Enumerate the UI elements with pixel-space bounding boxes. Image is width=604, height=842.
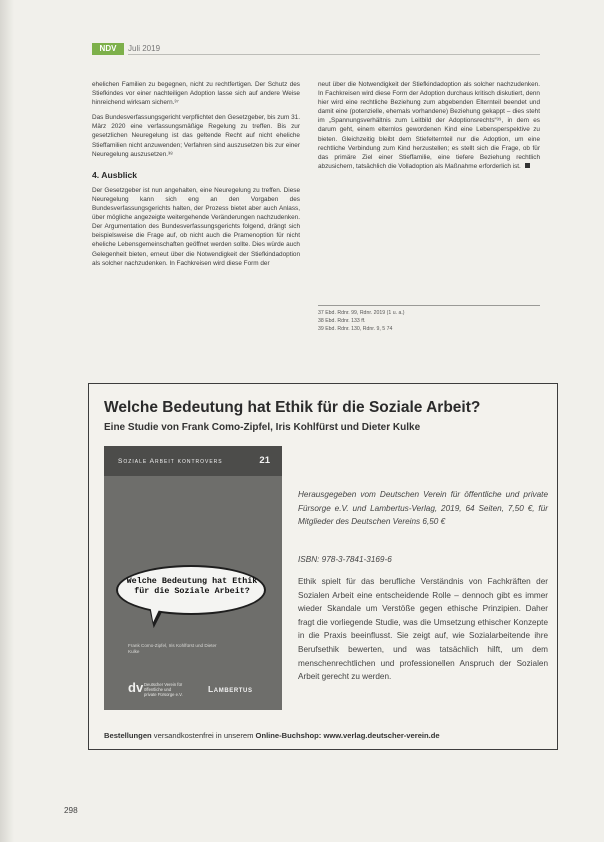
right-paragraph-1-text: neut über die Notwendigkeit der Stiefkindadoption als solcher nachzudenken. In Fachkreisen wird diese Form der Adoption durchaus kritisch diskutiert, denn hier wird eine rechtliche Beziehung zum abgebenden Elternteil beendet und damit eine (potenzielle, ehemals vorhandene) Beziehung gekappt – dies steht im „Spannungsverhältnis zum Leitbild der Adoptionsrechts“³⁹, in dem es darum geht, einem elternlos gewordenen Kind eine Lebensperspektive zu bieten. Gleichzeitig bleibt dem Stiefelternteil nur die Adoption, um eine rechtliche Verbindung zum Kind herzustellen; es stellt sich die Frage, ob für das primäre Ziel einer Stieffamilie, eine tiefere Beziehung rechtlich abzusichern, tatsächlich die Volladoption als Maßnahme erforderlich ist. (318, 81, 540, 170)
header-rule (128, 54, 540, 55)
online-shop-link[interactable]: Online-Buchshop: www.verlag.deutscher-verein.de (255, 731, 440, 740)
issue-label: Juli 2019 (128, 44, 161, 53)
footnotes (318, 309, 540, 333)
book-series-bar (104, 446, 282, 476)
book-series-number: 21 (259, 455, 270, 466)
right-column (318, 80, 540, 177)
book-publisher: Lambertus (208, 684, 253, 694)
book-series: Soziale Arbeit kontrovers (118, 458, 223, 465)
book-authors: Frank Como-Zipfel, Iris Kohlfürst und Dieter Kulke (128, 643, 217, 654)
left-paragraph-1: ehelichen Familien zu begegnen, nicht zu rechtfertigen. Der Schutz des Stiefkindes vor einer nachteiligen Adoption lasse sich auf andere Weise hinreichend wirksam sichern.³⁷ (92, 81, 300, 107)
publication-info: Herausgegeben vom Deutschen Verein für öffentliche und private Fürsorge e.V. und Lambertus-Verlag, 2019, 64 Seiten, 7,50 €, für Mitglieder des Deutschen Vereins 6,50 € (298, 490, 548, 527)
book-title: Welche Bedeutung hat Ethik für die Soziale Arbeit? (126, 576, 258, 596)
footnote-37: 37 Ebd. Rdnr. 99, Rdnr. 2019 (1 u. a.) (318, 310, 405, 316)
section-heading: 4. Ausblick (92, 169, 138, 180)
isbn: ISBN: 978-3-7841-3169-6 (298, 555, 392, 564)
right-paragraph-1 (318, 80, 540, 171)
book-cover (104, 446, 282, 710)
footnote-rule (318, 305, 540, 306)
book-description: Ethik spielt für das berufliche Verständnis von Fachkräften der Sozialen Arbeit eine entscheidende Rolle – dennoch gibt es immer wieder Skandale um Verstöße gegen ethische Prinzipien. Daher fragt die vorliegende Studie, was die Umsetzung ethischer Konzepte in die Praxis beeinflusst. Sie zeigt auf, wie Sozialarbeitende ihre Berufsethik bewerten, und was tatsächlich hilft, um dem menschenrechtlichen und professionellen Anspruch der Sozialen Arbeit gerecht zu werden. (298, 577, 548, 682)
end-of-article-mark (525, 163, 530, 168)
page-gutter-shadow (0, 0, 14, 842)
footnote-39: 39 Ebd. Rdnr. 130, Rdnr. 9, 5 74 (318, 326, 393, 332)
order-label: Bestellungen (104, 731, 152, 740)
left-paragraph-2: Das Bundesverfassungsgericht verpflichtet den Gesetzgeber, bis zum 31. März 2020 eine verfassungsmäßige Regelung zu treffen. Bis zur gesetzlichen Neuregelung ist das geltende Recht auf nicht eheliche Stieffamilien nicht anzuwenden; Verfahren sind auszusetzen bis zur einer Neuregelung auszusetzen.³⁸ (92, 114, 300, 158)
journal-badge: NDV (92, 43, 124, 55)
ad-subtitle: Eine Studie von Frank Como-Zipfel, Iris Kohlfürst und Dieter Kulke (104, 422, 421, 433)
footnote-38: 38 Ebd. Rdnr. 133 ff. (318, 318, 366, 324)
order-text: versandkostenfrei in unserem (151, 731, 256, 740)
ad-title: Welche Bedeutung hat Ethik für die Soziale Arbeit? (104, 399, 481, 416)
left-column (92, 80, 300, 274)
order-line (104, 731, 544, 740)
left-paragraph-3: Der Gesetzgeber ist nun angehalten, eine Neuregelung zu treffen. Diese Neuregelung kann sich eng an den Vorgaben des Bundesverfassungsgerichts halten, der Prozess bietet aber auch Anlass, über mögliche angezeigte weitergehende Veränderungen nachzudenken. Der Argumentation des Bundesverfassungsgerichts folgend, drängt sich beispielsweise die Frage auf, ob nicht auch die Pramenoption für nicht eheliche Lebensgemeinschaften geöffnet werden sollte. Dies würde auch Gelegenheit bieten, erneut über die Notwendigkeit der Stiefkindadoption als solcher nachzudenken. In Fachkreisen wird diese Form der (92, 186, 300, 267)
page-number: 298 (64, 806, 78, 815)
dv-logo-icon: dv (128, 680, 144, 695)
dv-logo-text: Deutscher Verein für öffentliche und private Fürsorge e.V. (144, 682, 183, 697)
